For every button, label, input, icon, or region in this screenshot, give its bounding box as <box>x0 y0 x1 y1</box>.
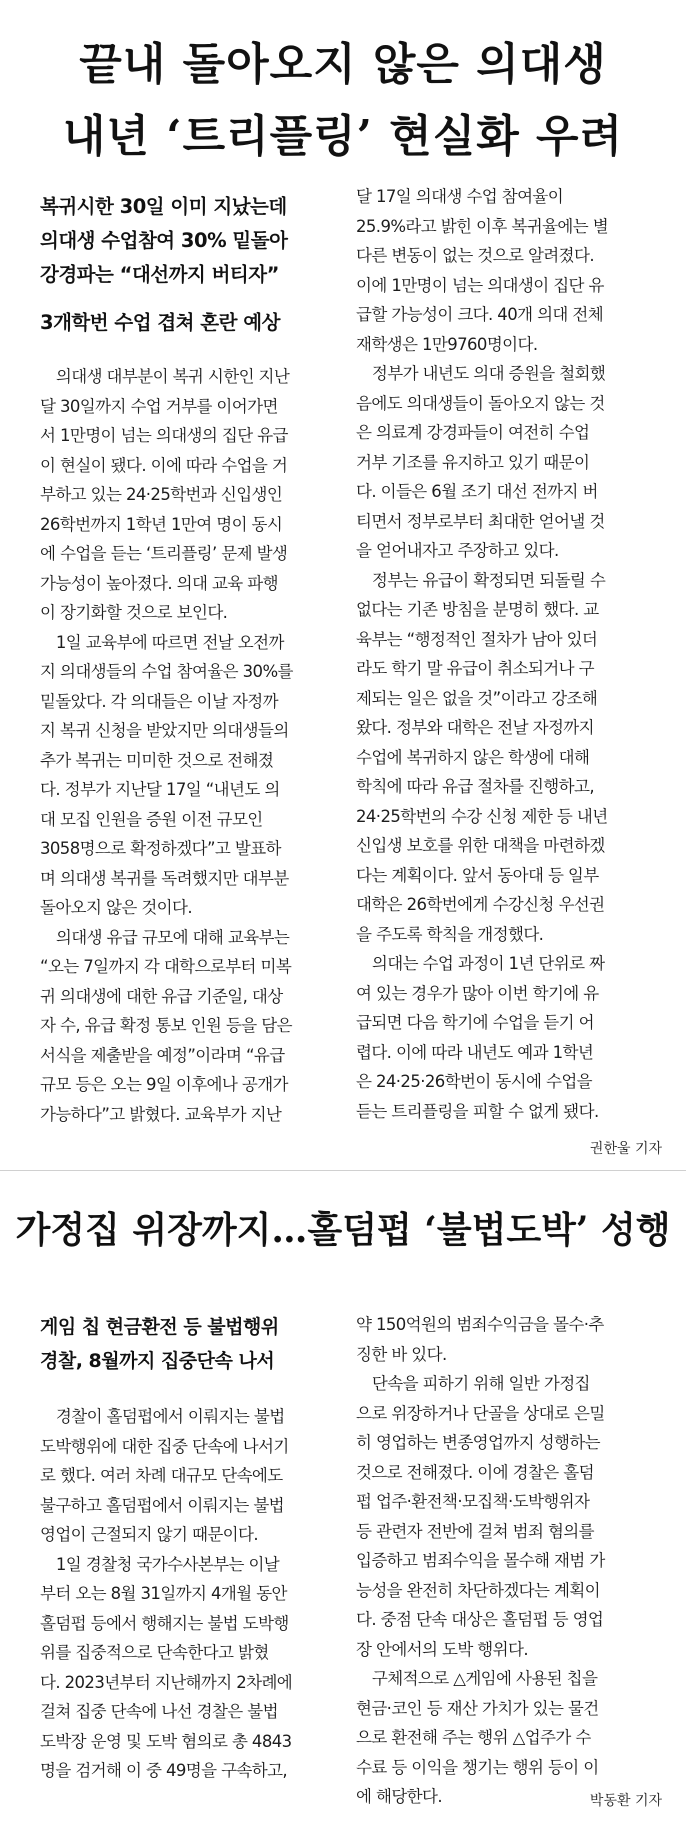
section-divider <box>0 1170 686 1171</box>
body-text-line: 다. 정부가 지난달 17일 “내년도 의 <box>40 780 280 799</box>
body-text-line: 밑돌았다. 각 의대들은 이날 자정까 <box>40 691 278 711</box>
article1-subhead2-line: 3개학번 수업 겹쳐 혼란 예상 <box>40 311 280 334</box>
body-text-line: 신입생 보호를 위한 대책을 마련하겠 <box>356 836 605 855</box>
article1-subheads <box>40 190 287 292</box>
body-text-line: 다. 중점 단속 대상은 홀덤펍 등 영업 <box>356 1610 604 1629</box>
body-text-line: 규모 등은 오는 9일 이후에나 공개가 <box>40 1075 288 1094</box>
body-text-line: 없다는 기존 방침을 분명히 했다. 교 <box>356 600 599 619</box>
body-text-line: 다. 이들은 6월 조기 대선 전까지 버 <box>356 482 598 501</box>
body-text-line: 로 했다. 여러 차례 대규모 단속에도 <box>40 1466 283 1485</box>
body-text-line: 에 해당한다. <box>356 1787 442 1806</box>
body-text-line: 26학번까지 1학년 1만여 명이 동시 <box>40 514 283 534</box>
body-text-line: 학칙에 따라 유급 절차를 진행하고, <box>356 777 594 796</box>
body-text-line: 3058명으로 확정하겠다”고 발표하 <box>40 839 281 858</box>
body-text-line: 을 얻어내자고 주장하고 있다. <box>356 541 559 560</box>
body-text-line: 렵다. 이에 따라 내년도 예과 1학년 <box>356 1042 594 1062</box>
body-text-line: 으로 위장하거나 단골을 상대로 은밀 <box>356 1403 605 1423</box>
body-text-line: 육부는 “행정적인 절차가 남아 있더 <box>356 629 598 649</box>
body-text-line: 추가 복귀는 미미한 것으로 전해졌 <box>40 750 274 770</box>
body-text-line: 서 1만명이 넘는 의대생의 집단 유급 <box>40 426 288 445</box>
body-text-line: 장 안에서의 도박 행위다. <box>356 1639 528 1659</box>
article1-headline-line1: 끝내 돌아오지 않은 의대생 <box>79 39 607 90</box>
body-text-line: 거부 기조를 유지하고 있기 때문이 <box>356 452 590 472</box>
body-text-line: 부하고 있는 24·25학번과 신입생인 <box>40 485 283 504</box>
body-text-line: 경찰이 홀덤펍에서 이뤄지는 불법 <box>40 1407 285 1426</box>
article1-byline: 권한울 기자 <box>589 1141 662 1157</box>
body-text-line: 히 영업하는 변종영업까지 성행하는 <box>356 1433 601 1452</box>
body-text-line: 현금·코인 등 재산 가치가 있는 물건 <box>356 1698 599 1718</box>
body-text-line: 24·25학번의 수강 신청 제한 등 내년 <box>356 806 608 826</box>
body-text-line: 재학생은 1만9760명이다. <box>356 334 538 354</box>
article1-subhead-line: 의대생 수업참여 30% 밑돌아 <box>40 229 288 252</box>
body-text-line: 명을 검거해 이 중 49명을 구속하고, <box>40 1761 288 1780</box>
body-text-line: 홀덤펍 등에서 행해지는 불법 도박행 <box>40 1613 289 1633</box>
body-text-line: 약 150억원의 범죄수익금을 몰수·추 <box>356 1315 604 1334</box>
article2-right-column <box>356 1310 662 1812</box>
body-text-line: 정부는 유급이 확정되면 되돌릴 수 <box>356 570 606 590</box>
body-text-line: 다른 변동이 없는 것으로 알려졌다. <box>356 246 594 265</box>
body-text-line: 서식을 제출받을 예정”이라며 “유급 <box>40 1045 285 1065</box>
body-text-line: 단속을 피하기 위해 일반 가정집 <box>356 1374 590 1393</box>
article1-subhead2 <box>40 306 280 340</box>
body-text-line: 입증하고 범죄수익을 몰수해 재범 가 <box>356 1551 605 1570</box>
body-text-line: 라도 학기 말 유급이 취소되거나 구 <box>356 659 594 678</box>
body-text-line: 왔다. 정부와 대학은 전날 자정까지 <box>356 718 594 737</box>
article1-subhead-line: 복귀시한 30일 이미 지났는데 <box>40 195 287 218</box>
body-text-line: 은 24·25·26학번이 동시에 수업을 <box>356 1072 593 1091</box>
body-text-line: 도박장 운영 및 도박 혐의로 총 4843 <box>40 1731 292 1751</box>
body-text-line: 1일 경찰청 국가수사본부는 이날 <box>40 1554 280 1574</box>
body-text-line: 걸쳐 집중 단속에 나선 경찰은 불법 <box>40 1702 278 1721</box>
article2-subhead-line: 게임 칩 현금환전 등 불법행위 <box>40 1316 279 1338</box>
body-text-line: 25.9%라고 밝힌 이후 복귀율에는 별 <box>356 216 609 236</box>
body-text-line: 불구하고 홀덤펍에서 이뤄지는 불법 <box>40 1495 285 1515</box>
body-text-line: 이 장기화할 것으로 보인다. <box>40 603 228 622</box>
body-text-line: 위를 집중적으로 단속한다고 밝혔 <box>40 1643 269 1662</box>
body-text-line: 여 있는 경우가 많아 이번 학기에 유 <box>356 983 599 1003</box>
body-text-line: 자 수, 유급 확정 통보 인원 등을 담은 <box>40 1016 292 1035</box>
body-text-line: 것으로 전해졌다. 이에 경찰은 홀덤 <box>356 1462 594 1482</box>
body-text-line: 의대생 유급 규모에 대해 교육부는 <box>40 927 290 947</box>
body-text-line: 급되면 다음 학기에 수업을 듣기 어 <box>356 1013 594 1032</box>
body-text-line: 달 17일 의대생 수업 참여율이 <box>356 187 564 206</box>
article1-right-column <box>356 182 662 1126</box>
body-text-line: 수업에 복귀하지 않은 학생에 대해 <box>356 747 590 767</box>
body-text-line: 능성을 완전히 차단하겠다는 계획이 <box>356 1580 601 1600</box>
body-text-line: 은 의료계 강경파들이 여전히 수업 <box>356 423 590 442</box>
body-text-line: 가능하다”고 밝혔다. 교육부가 지난 <box>40 1104 282 1124</box>
body-text-line: 도박행위에 대한 집중 단속에 나서기 <box>40 1436 289 1456</box>
article2-byline: 박동환 기자 <box>589 1793 662 1809</box>
body-text-line: 지 의대생들의 수업 참여율은 30%를 <box>40 662 293 681</box>
body-text-line: 펍 업주·환전책·모집책·도박행위자 <box>356 1492 590 1511</box>
body-text-line: 에 수업을 듣는 ‘트리플링’ 문제 발생 <box>40 544 288 563</box>
body-text-line: 부터 오는 8월 31일까지 4개월 동안 <box>40 1584 287 1603</box>
body-text-line: 1일 교육부에 따르면 전날 오전까 <box>40 632 284 652</box>
body-text-line: 지 복귀 신청을 받았지만 의대생들의 <box>40 721 289 740</box>
body-text-line: 돌아오지 않은 것이다. <box>40 898 192 917</box>
body-text-line: “오는 7일까지 각 대학으로부터 미복 <box>40 957 292 976</box>
article2-subheads <box>40 1310 279 1378</box>
body-text-line: 정부가 내년도 의대 증원을 철회했 <box>356 364 606 383</box>
article2-left-column <box>40 1402 332 1786</box>
body-text-line: 다. 2023년부터 지난해까지 2차례에 <box>40 1672 293 1692</box>
body-text-line: 징한 바 있다. <box>356 1344 447 1364</box>
article2-subhead-line: 경찰, 8월까지 집중단속 나서 <box>40 1350 275 1372</box>
body-text-line: 대학은 26학번에게 수강신청 우선권 <box>356 895 605 914</box>
body-text-line: 등 관련자 전반에 걸쳐 범죄 혐의를 <box>356 1521 594 1541</box>
body-text-line: 급할 가능성이 크다. 40개 의대 전체 <box>356 305 604 324</box>
body-text-line: 음에도 의대생들이 돌아오지 않는 것 <box>356 393 605 413</box>
body-text-line: 영업이 근절되지 않기 때문이다. <box>40 1525 258 1544</box>
body-text-line: 티면서 정부로부터 최대한 얻어낼 것 <box>356 511 605 531</box>
body-text-line: 제되는 일은 없을 것”이라고 강조해 <box>356 688 598 708</box>
body-text-line: 이에 1만명이 넘는 의대생이 집단 유 <box>356 275 604 295</box>
body-text-line: 으로 환전해 주는 행위 △업주가 수 <box>356 1728 591 1747</box>
body-text-line: 의대는 수업 과정이 1년 단위로 짜 <box>356 954 605 973</box>
article1-subhead-line: 강경파는 “대선까지 버티자” <box>40 263 279 286</box>
body-text-line: 달 30일까지 수업 거부를 이어가면 <box>40 396 278 416</box>
body-text-line: 가능성이 높아졌다. 의대 교육 파행 <box>40 573 278 593</box>
body-text-line: 다는 계획이다. 앞서 동아대 등 일부 <box>356 865 599 885</box>
body-text-line: 의대생 대부분이 복귀 시한인 지난 <box>40 367 290 386</box>
body-text-line: 수료 등 이익을 챙기는 행위 등이 이 <box>356 1757 599 1777</box>
body-text-line: 구체적으로 △게임에 사용된 칩을 <box>356 1669 598 1688</box>
article1-headline-line2: 내년 ‘트리플링’ 현실화 우려 <box>62 111 624 162</box>
article1-left-column <box>40 362 332 1129</box>
body-text-line: 듣는 트리플링을 피할 수 없게 됐다. <box>356 1101 599 1121</box>
article2-headline: 가정집 위장까지…홀덤펍 ‘불법도박’ 성행 <box>15 1209 671 1251</box>
body-text-line: 을 주도록 학칙을 개정했다. <box>356 924 544 944</box>
body-text-line: 며 의대생 복귀를 독려했지만 대부분 <box>40 868 289 888</box>
body-text-line: 이 현실이 됐다. 이에 따라 수업을 거 <box>40 455 288 475</box>
body-text-line: 귀 의대생에 대한 유급 기준일, 대상 <box>40 986 283 1006</box>
body-text-line: 대 모집 인원을 증원 이전 규모인 <box>40 809 263 829</box>
